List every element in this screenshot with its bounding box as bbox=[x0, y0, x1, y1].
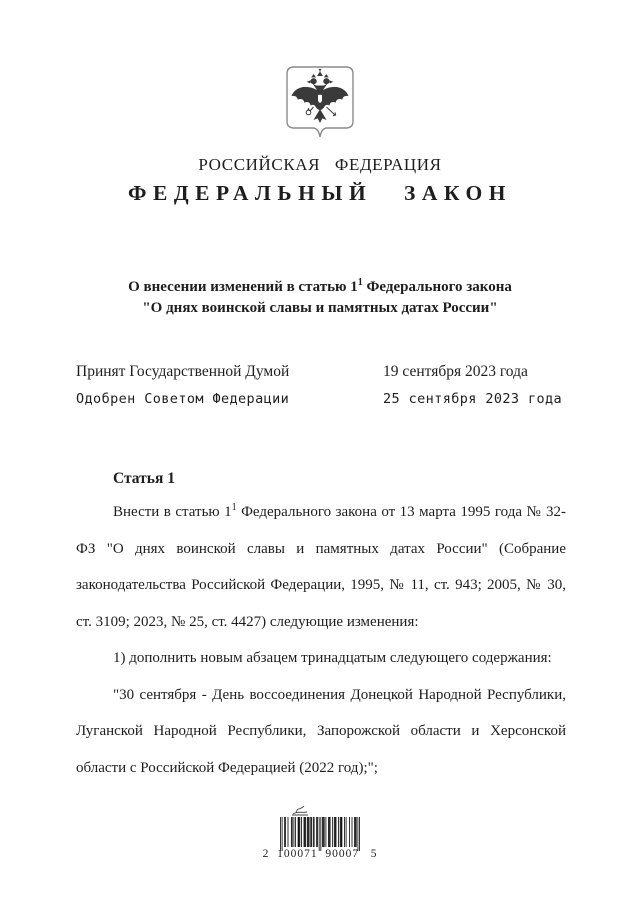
paragraph-intro-text: Внести в статью 1 bbox=[113, 504, 232, 520]
council-approval-row bbox=[76, 391, 566, 419]
article-body bbox=[76, 494, 566, 786]
paragraph-quoted-text: "30 сентября - День воссоединения Донецкой Народной Республики, Луганской Народной Республики, Запорожской области и Херсонской области с Российской Федерацией (2022 год);"; bbox=[76, 686, 566, 776]
paragraph-intro-tail: Федерального закона от 13 марта 1995 года № 32-ФЗ "О днях воинской славы и памятных датах России" (Собрание законодательства Российской Федерации, 1995, № 11, ст. 943; 2005, № 30, ст. 3109; 2023, № 25, ст. 4427) следующие изменения: bbox=[76, 504, 566, 630]
council-approval-label: Одобрен Советом Федерации bbox=[76, 391, 290, 407]
law-title-line1 bbox=[0, 277, 640, 298]
article-heading: Статья 1 bbox=[113, 470, 175, 487]
barcode-digits: 2 100071 90007 5 bbox=[262, 848, 378, 860]
paragraph-amendment-item: 1) дополнить новым абзацем тринадцатым следующего содержания: bbox=[113, 650, 552, 666]
barcode bbox=[0, 804, 640, 860]
law-title-superscript: 1 bbox=[357, 277, 363, 288]
paragraph-intro bbox=[76, 494, 566, 640]
barcode-bars bbox=[280, 817, 360, 851]
print-mark-icon bbox=[288, 804, 312, 817]
duma-adoption-label: Принят Государственной Думой bbox=[76, 363, 290, 380]
duma-adoption-date: 19 сентября 2023 года bbox=[383, 363, 528, 380]
russia-coat-of-arms-icon bbox=[286, 66, 354, 146]
document-type-heading: ФЕДЕРАЛЬНЫЙ ЗАКОН bbox=[128, 181, 512, 205]
country-name: РОССИЙСКАЯ ФЕДЕРАЦИЯ bbox=[198, 155, 442, 174]
adoption-block bbox=[76, 363, 566, 419]
law-title-line1-text: О внесении изменений в статью 1 bbox=[128, 279, 358, 295]
council-approval-date: 25 сентября 2023 года bbox=[383, 391, 563, 407]
duma-adoption-row bbox=[76, 363, 566, 391]
law-title-line2: "О днях воинской славы и памятных датах России" bbox=[142, 300, 498, 316]
law-title bbox=[0, 277, 640, 319]
paragraph-intro-superscript: 1 bbox=[231, 502, 237, 513]
law-title-line1-tail: Федерального закона bbox=[362, 279, 512, 295]
